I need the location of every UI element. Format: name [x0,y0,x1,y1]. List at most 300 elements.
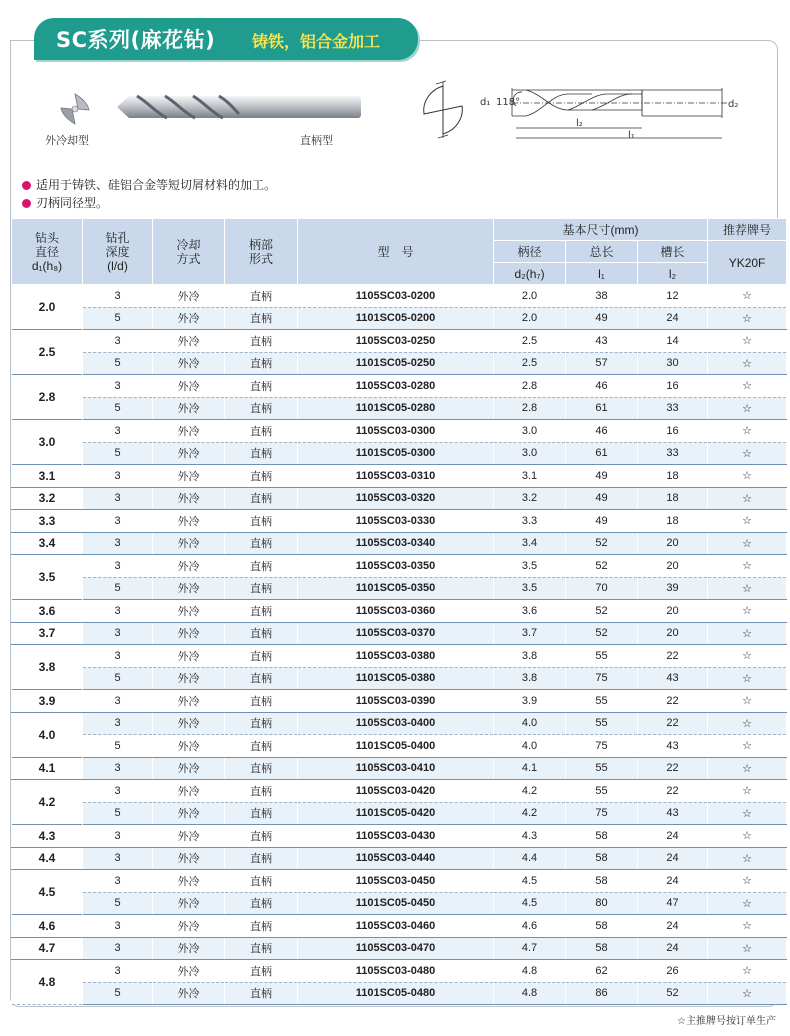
diameter-cell: 4.0 [12,712,83,757]
depth-cell: 3 [83,622,153,645]
header-diameter: 钻头 直径 d₁(h₈) [12,219,83,285]
shank-cell: 直柄 [225,735,298,758]
depth-cell: 3 [83,645,153,668]
shank-cell: 直柄 [225,577,298,600]
depth-cell: 5 [83,802,153,825]
cooling-cell: 外冷 [153,397,225,420]
cooling-cell: 外冷 [153,532,225,555]
cooling-cell: 外冷 [153,690,225,713]
flute-len-cell: 18 [638,510,708,533]
table-row [12,465,787,488]
table-row [12,420,787,443]
cooling-cell: 外冷 [153,780,225,803]
depth-cell: 3 [83,937,153,960]
shank-cell: 直柄 [225,892,298,915]
grade-cell: ☆ [708,960,787,983]
shank-dia-cell: 3.7 [494,622,566,645]
cooling-cell: 外冷 [153,510,225,533]
shank-dia-cell: 2.0 [494,307,566,330]
model-cell: 1105SC03-0410 [298,757,494,780]
model-cell: 1101SC05-0380 [298,667,494,690]
shank-cell: 直柄 [225,780,298,803]
diameter-cell: 2.0 [12,285,83,330]
table-row [12,892,787,915]
table-row [12,577,787,600]
header-flute-len-unit: l₂ [638,263,708,285]
flute-len-cell: 22 [638,780,708,803]
depth-cell: 5 [83,667,153,690]
total-len-cell: 52 [566,555,638,578]
table-row [12,667,787,690]
shank-dia-cell: 3.5 [494,577,566,600]
cooling-cell: 外冷 [153,465,225,488]
model-cell: 1101SC05-0450 [298,892,494,915]
grade-cell: ☆ [708,712,787,735]
cooling-cell: 外冷 [153,757,225,780]
table-row [12,330,787,353]
total-len-cell: 55 [566,645,638,668]
total-len-cell: 75 [566,735,638,758]
diameter-cell: 4.8 [12,960,83,1005]
total-len-cell: 57 [566,352,638,375]
model-cell: 1105SC03-0420 [298,780,494,803]
depth-cell: 3 [83,960,153,983]
shank-dia-cell: 2.8 [494,375,566,398]
shank-dia-cell: 3.3 [494,510,566,533]
cooling-cell: 外冷 [153,960,225,983]
header-cooling: 冷却 方式 [153,219,225,285]
header-grade: 推荐牌号 [708,219,787,241]
grade-cell: ☆ [708,622,787,645]
depth-cell: 3 [83,690,153,713]
flute-len-cell: 43 [638,735,708,758]
total-len-cell: 49 [566,465,638,488]
grade-cell: ☆ [708,915,787,938]
table-row [12,555,787,578]
table-row [12,712,787,735]
model-cell: 1105SC03-0450 [298,870,494,893]
table-row [12,532,787,555]
diameter-cell: 2.5 [12,330,83,375]
middle-caption: 直柄型 [300,134,333,147]
grade-cell: ☆ [708,465,787,488]
shank-cell: 直柄 [225,645,298,668]
table-row [12,622,787,645]
cooling-cell: 外冷 [153,667,225,690]
grade-cell: ☆ [708,510,787,533]
grade-cell: ☆ [708,285,787,308]
bullet-dot-icon [22,199,31,208]
table-row [12,307,787,330]
shank-cell: 直柄 [225,352,298,375]
total-len-cell: 52 [566,622,638,645]
flute-len-cell: 14 [638,330,708,353]
flute-len-cell: 20 [638,622,708,645]
cooling-cell: 外冷 [153,285,225,308]
grade-cell: ☆ [708,982,787,1005]
model-cell: 1105SC03-0310 [298,465,494,488]
total-len-cell: 55 [566,690,638,713]
grade-cell: ☆ [708,645,787,668]
table-row [12,442,787,465]
dim-d1-label: d₁ [480,97,491,108]
model-cell: 1101SC05-0350 [298,577,494,600]
shank-dia-cell: 3.0 [494,442,566,465]
cooling-cell: 外冷 [153,870,225,893]
header-shank: 柄部 形式 [225,219,298,285]
flute-len-cell: 47 [638,892,708,915]
model-cell: 1105SC03-0440 [298,847,494,870]
total-len-cell: 49 [566,487,638,510]
title-banner [34,18,418,60]
end-view-diagram-icon [412,80,474,140]
header-shank-dia-unit: d₂(h₇) [494,263,566,285]
shank-dia-cell: 4.0 [494,735,566,758]
shank-dia-cell: 3.4 [494,532,566,555]
grade-cell: ☆ [708,307,787,330]
diameter-cell: 3.0 [12,420,83,465]
total-len-cell: 58 [566,825,638,848]
flute-len-cell: 30 [638,352,708,375]
grade-cell: ☆ [708,397,787,420]
grade-cell: ☆ [708,330,787,353]
total-len-cell: 49 [566,307,638,330]
flute-len-cell: 52 [638,982,708,1005]
table-row [12,802,787,825]
cooling-cell: 外冷 [153,645,225,668]
table-row [12,757,787,780]
shank-cell: 直柄 [225,712,298,735]
header-grade-name: YK20F [708,241,787,285]
shank-cell: 直柄 [225,397,298,420]
shank-cell: 直柄 [225,802,298,825]
total-len-cell: 46 [566,375,638,398]
total-len-cell: 70 [566,577,638,600]
cooling-cell: 外冷 [153,307,225,330]
grade-cell: ☆ [708,667,787,690]
total-len-cell: 55 [566,780,638,803]
total-len-cell: 75 [566,802,638,825]
flute-len-cell: 12 [638,285,708,308]
grade-cell: ☆ [708,802,787,825]
total-len-cell: 75 [566,667,638,690]
header-flute-len: 槽长 [638,241,708,263]
depth-cell: 3 [83,487,153,510]
left-caption: 外冷却型 [45,134,89,147]
shank-cell: 直柄 [225,442,298,465]
cooling-cell: 外冷 [153,577,225,600]
cooling-cell: 外冷 [153,735,225,758]
header-shank-dia: 柄径 [494,241,566,263]
depth-cell: 5 [83,307,153,330]
cooling-cell: 外冷 [153,442,225,465]
table-row [12,870,787,893]
model-cell: 1105SC03-0460 [298,915,494,938]
table-row [12,982,787,1005]
model-cell: 1105SC03-0250 [298,330,494,353]
model-cell: 1101SC05-0200 [298,307,494,330]
shank-cell: 直柄 [225,982,298,1005]
spec-table [11,218,787,1005]
cooling-cell: 外冷 [153,825,225,848]
shank-cell: 直柄 [225,825,298,848]
cooling-cell: 外冷 [153,330,225,353]
shank-dia-cell: 3.8 [494,667,566,690]
diameter-cell: 3.1 [12,465,83,488]
model-cell: 1105SC03-0330 [298,510,494,533]
model-cell: 1101SC05-0400 [298,735,494,758]
spec-table-body [12,285,787,1005]
flute-len-cell: 20 [638,555,708,578]
shank-dia-cell: 2.5 [494,330,566,353]
flute-len-cell: 22 [638,757,708,780]
shank-cell: 直柄 [225,915,298,938]
shank-cell: 直柄 [225,307,298,330]
diameter-cell: 4.3 [12,825,83,848]
depth-cell: 5 [83,352,153,375]
diameter-cell: 3.9 [12,690,83,713]
shank-dia-cell: 2.8 [494,397,566,420]
feature-item: 适用于铸铁、硅铝合金等短切屑材料的加工。 [22,176,276,194]
shank-cell: 直柄 [225,757,298,780]
flute-len-cell: 22 [638,690,708,713]
shank-dia-cell: 4.7 [494,937,566,960]
shank-cell: 直柄 [225,375,298,398]
model-cell: 1105SC03-0280 [298,375,494,398]
grade-cell: ☆ [708,870,787,893]
illustration-area [10,70,776,165]
flute-len-cell: 22 [638,712,708,735]
depth-cell: 3 [83,330,153,353]
shank-dia-cell: 4.2 [494,802,566,825]
table-row [12,847,787,870]
shank-cell: 直柄 [225,847,298,870]
shank-dia-cell: 3.0 [494,420,566,443]
bullet-dot-icon [22,181,31,190]
model-cell: 1105SC03-0380 [298,645,494,668]
depth-cell: 3 [83,870,153,893]
depth-cell: 5 [83,577,153,600]
total-len-cell: 58 [566,847,638,870]
model-cell: 1105SC03-0390 [298,690,494,713]
diameter-cell: 3.7 [12,622,83,645]
cooling-cell: 外冷 [153,892,225,915]
shank-dia-cell: 4.5 [494,870,566,893]
drill-photo-icon [115,90,365,126]
flute-len-cell: 24 [638,937,708,960]
table-row [12,937,787,960]
table-row [12,510,787,533]
shank-cell: 直柄 [225,510,298,533]
table-row [12,690,787,713]
total-len-cell: 43 [566,330,638,353]
depth-cell: 3 [83,757,153,780]
model-cell: 1105SC03-0430 [298,825,494,848]
depth-cell: 3 [83,555,153,578]
flute-len-cell: 43 [638,802,708,825]
shank-cell: 直柄 [225,870,298,893]
page-subtitle: 铸铁，铝合金加工 [252,32,381,51]
dim-l2-label: l₂ [576,118,583,129]
shank-cell: 直柄 [225,285,298,308]
header-total-len: 总长 [566,241,638,263]
table-row [12,645,787,668]
page-title: SC系列(麻花钻) [56,28,216,52]
grade-cell: ☆ [708,847,787,870]
grade-cell: ☆ [708,825,787,848]
model-cell: 1101SC05-0250 [298,352,494,375]
cooling-cell: 外冷 [153,937,225,960]
depth-cell: 5 [83,982,153,1005]
depth-cell: 3 [83,915,153,938]
shank-dia-cell: 4.5 [494,892,566,915]
shank-dia-cell: 2.0 [494,285,566,308]
cooling-cell: 外冷 [153,622,225,645]
shank-dia-cell: 4.2 [494,780,566,803]
total-len-cell: 49 [566,510,638,533]
grade-cell: ☆ [708,555,787,578]
cooling-cell: 外冷 [153,375,225,398]
diameter-cell: 4.4 [12,847,83,870]
footnote: ☆主推牌号按订单生产 [677,1016,776,1027]
model-cell: 1101SC05-0300 [298,442,494,465]
diameter-cell: 2.8 [12,375,83,420]
shank-cell: 直柄 [225,600,298,623]
model-cell: 1105SC03-0350 [298,555,494,578]
shank-cell: 直柄 [225,330,298,353]
flute-len-cell: 24 [638,825,708,848]
shank-cell: 直柄 [225,555,298,578]
shank-dia-cell: 4.8 [494,960,566,983]
shank-cell: 直柄 [225,420,298,443]
diameter-cell: 3.4 [12,532,83,555]
model-cell: 1105SC03-0470 [298,937,494,960]
shank-dia-cell: 2.5 [494,352,566,375]
depth-cell: 5 [83,735,153,758]
shank-dia-cell: 4.0 [494,712,566,735]
diameter-cell: 4.7 [12,937,83,960]
table-row [12,960,787,983]
flute-len-cell: 16 [638,375,708,398]
grade-cell: ☆ [708,487,787,510]
model-cell: 1101SC05-0280 [298,397,494,420]
total-len-cell: 86 [566,982,638,1005]
diameter-cell: 4.6 [12,915,83,938]
model-cell: 1105SC03-0360 [298,600,494,623]
total-len-cell: 38 [566,285,638,308]
header-depth: 钻孔 深度 (l/d) [83,219,153,285]
diameter-cell: 3.6 [12,600,83,623]
shank-cell: 直柄 [225,622,298,645]
cooling-cell: 外冷 [153,802,225,825]
grade-cell: ☆ [708,735,787,758]
header-total-len-unit: l₁ [566,263,638,285]
shank-cell: 直柄 [225,487,298,510]
shank-dia-cell: 4.6 [494,915,566,938]
flute-len-cell: 33 [638,442,708,465]
model-cell: 1101SC05-0420 [298,802,494,825]
flute-len-cell: 39 [638,577,708,600]
flute-len-cell: 26 [638,960,708,983]
header-model: 型 号 [298,219,494,285]
depth-cell: 5 [83,442,153,465]
depth-cell: 3 [83,780,153,803]
cooling-cell: 外冷 [153,915,225,938]
total-len-cell: 46 [566,420,638,443]
flute-len-cell: 22 [638,645,708,668]
flute-len-cell: 24 [638,870,708,893]
feature-list [22,176,276,212]
shank-cell: 直柄 [225,667,298,690]
depth-cell: 3 [83,420,153,443]
flute-len-cell: 24 [638,307,708,330]
shank-dia-cell: 3.5 [494,555,566,578]
grade-cell: ☆ [708,577,787,600]
total-len-cell: 55 [566,757,638,780]
model-cell: 1105SC03-0370 [298,622,494,645]
dim-l1-label: l₁ [628,130,635,141]
diameter-cell: 3.3 [12,510,83,533]
table-row [12,735,787,758]
dim-angle-label: 118° [496,97,521,108]
diameter-cell: 3.2 [12,487,83,510]
total-len-cell: 55 [566,712,638,735]
depth-cell: 3 [83,465,153,488]
shank-dia-cell: 3.2 [494,487,566,510]
grade-cell: ☆ [708,442,787,465]
dimension-diagram-icon [482,76,732,156]
depth-cell: 3 [83,285,153,308]
total-len-cell: 62 [566,960,638,983]
depth-cell: 5 [83,892,153,915]
diameter-cell: 4.2 [12,780,83,825]
shank-dia-cell: 3.8 [494,645,566,668]
shank-dia-cell: 3.1 [494,465,566,488]
depth-cell: 3 [83,375,153,398]
total-len-cell: 80 [566,892,638,915]
grade-cell: ☆ [708,352,787,375]
flute-len-cell: 18 [638,487,708,510]
shank-dia-cell: 3.9 [494,690,566,713]
shank-dia-cell: 4.8 [494,982,566,1005]
shank-dia-cell: 3.6 [494,600,566,623]
cooling-cell: 外冷 [153,352,225,375]
table-row [12,285,787,308]
model-cell: 1105SC03-0200 [298,285,494,308]
depth-cell: 3 [83,510,153,533]
total-len-cell: 58 [566,870,638,893]
depth-cell: 3 [83,825,153,848]
cooling-cell: 外冷 [153,420,225,443]
total-len-cell: 52 [566,532,638,555]
depth-cell: 3 [83,600,153,623]
depth-cell: 5 [83,397,153,420]
depth-cell: 3 [83,847,153,870]
model-cell: 1105SC03-0300 [298,420,494,443]
total-len-cell: 58 [566,937,638,960]
dim-d2-label: d₂ [728,99,739,110]
grade-cell: ☆ [708,780,787,803]
flute-len-cell: 18 [638,465,708,488]
cooling-cell: 外冷 [153,712,225,735]
flute-len-cell: 16 [638,420,708,443]
shank-dia-cell: 4.3 [494,825,566,848]
grade-cell: ☆ [708,690,787,713]
table-row [12,825,787,848]
feature-item: 刃柄同径型。 [22,194,276,212]
grade-cell: ☆ [708,757,787,780]
flute-len-cell: 24 [638,847,708,870]
